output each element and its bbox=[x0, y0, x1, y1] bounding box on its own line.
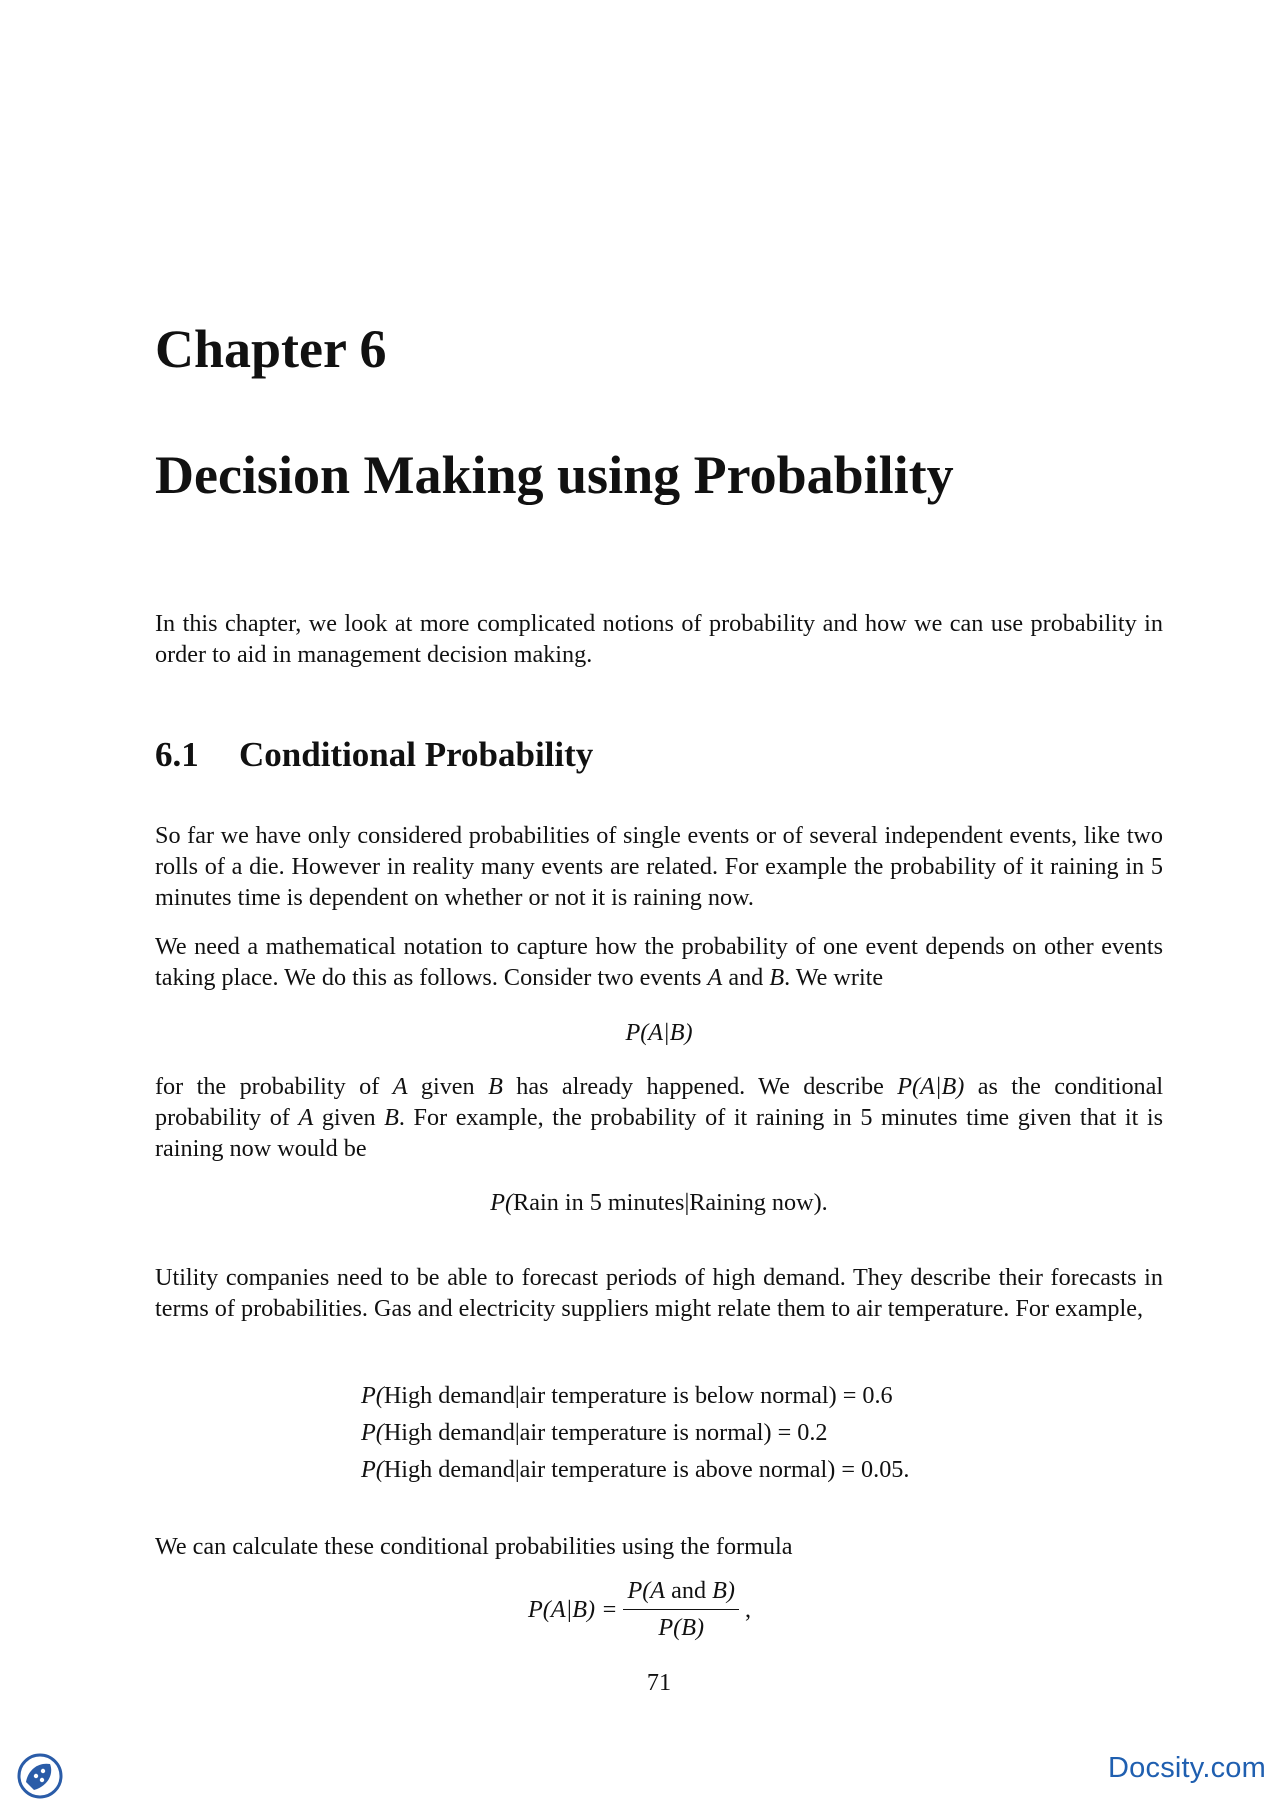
section-title: Conditional Probability bbox=[239, 735, 594, 774]
formula-fraction bbox=[623, 1576, 738, 1643]
demand-equations bbox=[361, 1377, 909, 1488]
paragraph-1: So far we have only considered probabilities of single events or of several independent events, like two rolls of a die. However in reality many events are related. For example the probability of it raining in 5 minutes time is dependent on whether or not it is raining now. bbox=[155, 822, 1163, 911]
page-number: 71 bbox=[646, 1669, 672, 1696]
equation-conditional: P(A|B) bbox=[625, 1019, 693, 1046]
paragraph-5: We can calculate these conditional probabilities using the formula bbox=[155, 1533, 793, 1560]
docsity-brand-link[interactable]: Docsity.com bbox=[1108, 1752, 1266, 1784]
section-number: 6.1 bbox=[155, 735, 199, 774]
equation-rain: P(Rain in 5 minutes|Raining now). bbox=[490, 1189, 828, 1216]
section-heading bbox=[155, 736, 593, 775]
demand-equation-normal: P(High demand|air temperature is normal) = 0.2 bbox=[361, 1419, 828, 1446]
conditional-formula bbox=[528, 1576, 751, 1643]
demand-equation-below: P(High demand|air temperature is below normal) = 0.6 bbox=[361, 1382, 893, 1409]
docsity-logo-icon[interactable] bbox=[16, 1752, 64, 1800]
paragraph-4: Utility companies need to be able to forecast periods of high demand. They describe their forecasts in terms of probabilities. Gas and electricity suppliers might relate them to air temperature. For example, bbox=[155, 1264, 1163, 1322]
intro-paragraph: In this chapter, we look at more complicated notions of probability and how we can use probability in order to aid in management decision making. bbox=[155, 610, 1163, 668]
demand-equation-above: P(High demand|air temperature is above normal) = 0.05. bbox=[361, 1456, 910, 1483]
formula-denominator: P(B) bbox=[658, 1614, 705, 1641]
formula-lhs: P(A|B) = bbox=[528, 1595, 618, 1623]
paragraph-3: for the probability of A given B has already happened. We describe P(A|B) as the conditional probability of A given B. For example, the probability of it raining in 5 minutes time given that it is raining now would be bbox=[155, 1073, 1164, 1162]
chapter-title: Decision Making using Probability bbox=[155, 445, 954, 505]
chapter-label: Chapter 6 bbox=[155, 319, 387, 379]
formula-numerator: P(A and B) bbox=[623, 1576, 738, 1610]
paragraph-2: We need a mathematical notation to capture how the probability of one event depends on other events taking place. We do this as follows. Consider two events A and B. We write bbox=[155, 933, 1163, 991]
formula-comma: , bbox=[744, 1595, 751, 1623]
